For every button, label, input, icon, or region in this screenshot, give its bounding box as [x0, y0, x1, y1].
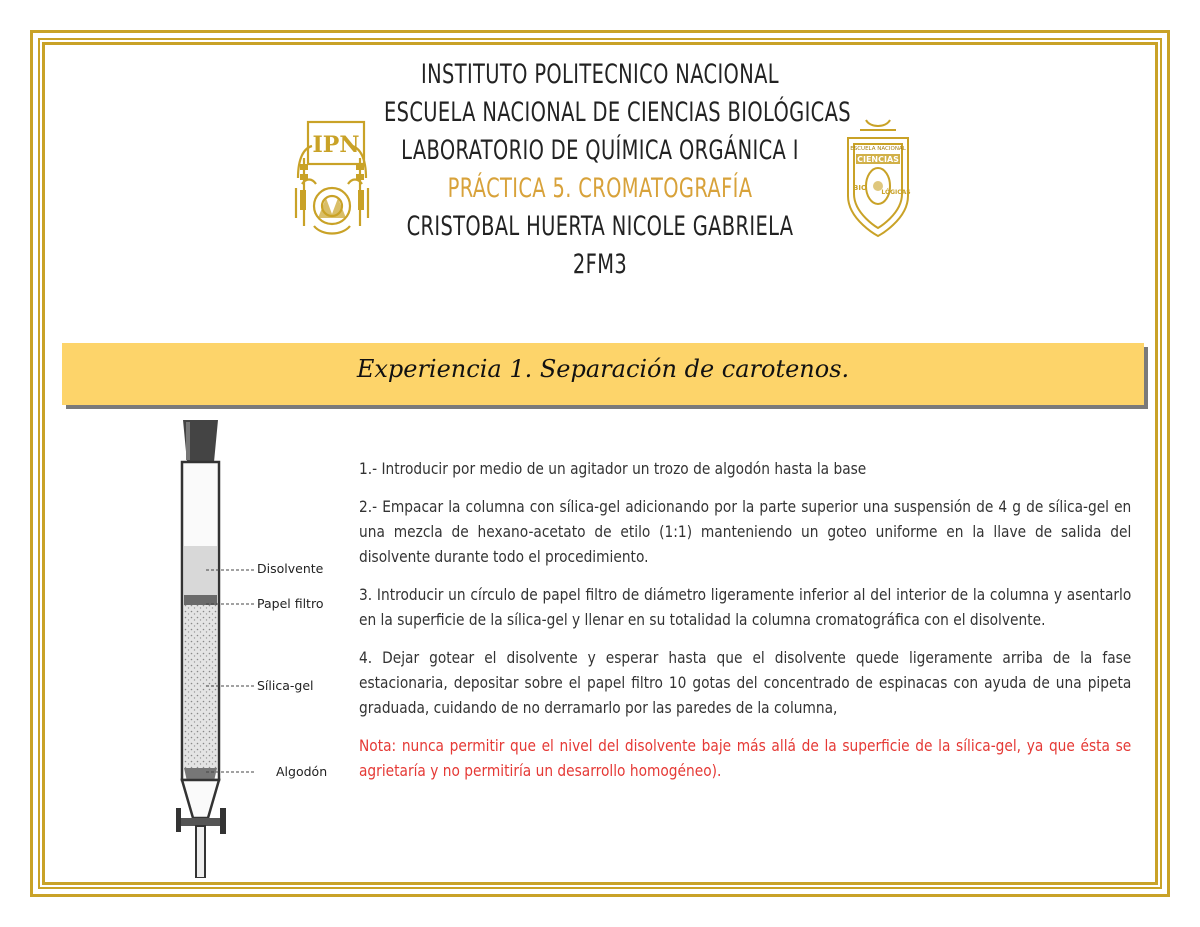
- label-papel-filtro: Papel filtro: [257, 596, 324, 611]
- step-1: 1.- Introducir por medio de un agitador un trozo de algodón hasta la base: [359, 459, 867, 478]
- encb-logo-bottom: LÓGICAS: [881, 189, 911, 196]
- step-2: 2.- Empacar la columna con sílica-gel adicionando por la parte superior una suspensión de 4 g de sílica-gel en una mezcla de hexano-acetato de etilo (1:1) manteniendo un goteo uniforme en la llave de salida del disolvente durante todo el procedimiento.: [359, 497, 1132, 566]
- encb-logo-mid: CIENCIAS: [857, 155, 899, 164]
- header: [384, 56, 851, 284]
- encb-logo-left: BIO: [853, 184, 867, 192]
- label-disolvente: Disolvente: [257, 561, 324, 576]
- encb-logo-top: ESCUELA NACIONAL: [850, 146, 906, 152]
- warning-note: Nota: nunca permitir que el nivel del disolvente baje más allá de la superficie de la sílica-gel, ya que ésta se agrietaría y no permitiría un desarrollo homogéneo).: [359, 736, 1132, 780]
- encb-logo-icon: [838, 116, 918, 240]
- stopcock-icon: [176, 818, 226, 826]
- experience-title: Experiencia 1. Separación de carotenos.: [356, 355, 850, 383]
- ipn-logo-text: IPN: [312, 132, 360, 158]
- lab-title: LABORATORIO DE QUÍMICA ORGÁNICA I: [401, 135, 799, 166]
- chromatography-column-figure: [160, 418, 360, 878]
- step-3: 3. Introducir un círculo de papel filtro de diámetro ligeramente inferior al del interior de la columna y asentarlo en la superficie de la sílica-gel y llenar en su totalidad la columna cromatográfica con el disolvente.: [359, 585, 1132, 629]
- procedure-steps: [359, 456, 1131, 796]
- solvent-layer: [184, 546, 217, 596]
- label-silica-gel: Sílica-gel: [257, 678, 314, 693]
- label-algodon: Algodón: [276, 764, 328, 779]
- experience-banner: [62, 343, 1144, 405]
- step-4: 4. Dejar gotear el disolvente y esperar hasta que el disolvente quede ligeramente arriba de la fase estacionaria, depositar sobre el papel filtro 10 gotas del concentrado de espinacas con ayuda de una pipeta graduada, cuidando de no derramarlo por las paredes de la columna,: [359, 648, 1132, 717]
- group-code: 2FM3: [572, 249, 628, 280]
- school-title: ESCUELA NACIONAL DE CIENCIAS BIOLÓGICAS: [384, 97, 851, 128]
- ipn-logo-icon: [292, 118, 372, 240]
- institution-title: INSTITUTO POLITECNICO NACIONAL: [421, 59, 779, 90]
- student-name: CRISTOBAL HUERTA NICOLE GABRIELA: [406, 211, 794, 242]
- practice-title: PRÁCTICA 5. CROMATOGRAFÍA: [447, 173, 753, 204]
